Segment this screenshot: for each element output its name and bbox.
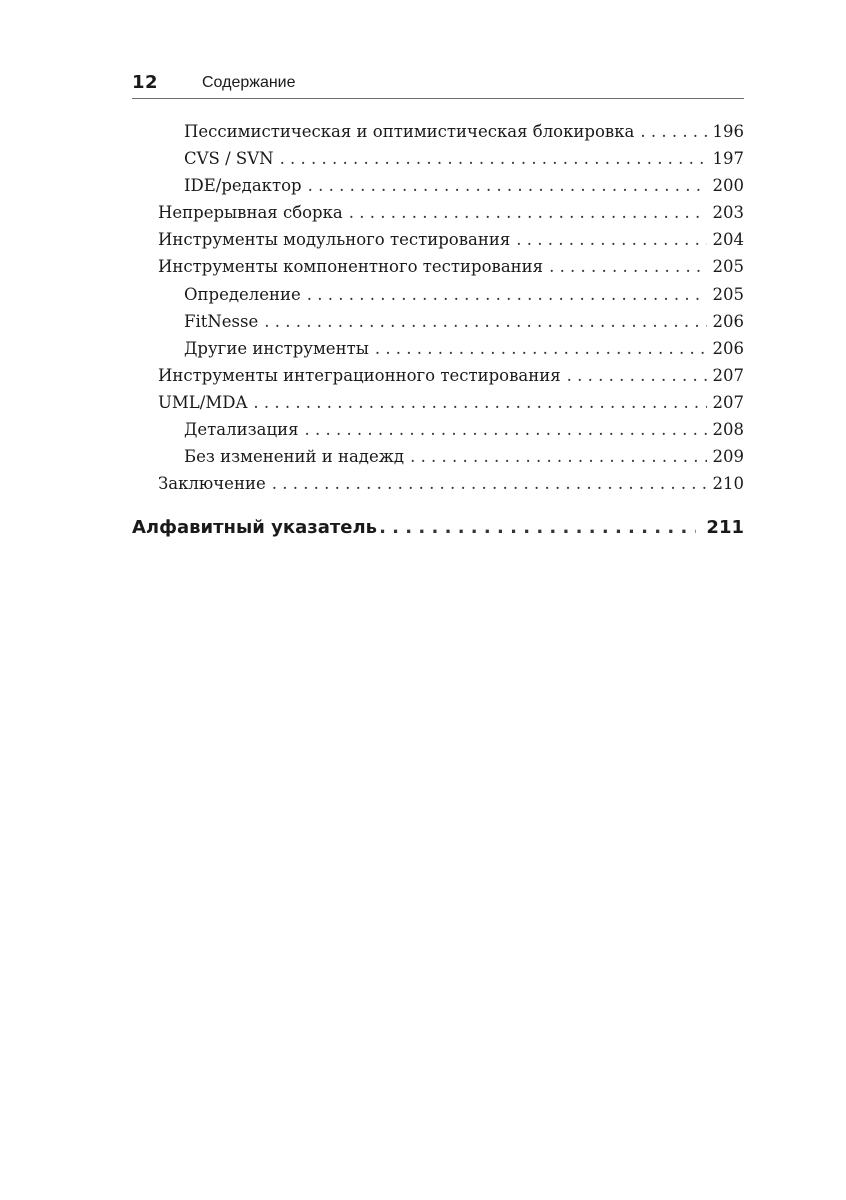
toc-leader (640, 122, 706, 141)
toc-leader (264, 312, 706, 331)
toc-entry-page: 205 (712, 257, 744, 277)
toc-entry[interactable] (132, 257, 744, 284)
toc-entry-title: UML/MDA (158, 392, 248, 412)
toc-entry[interactable] (132, 312, 744, 339)
toc-entry-page: 205 (712, 284, 744, 304)
toc-entry-title: Непрерывная сборка (158, 203, 343, 223)
toc-chapter-entry[interactable] (132, 517, 744, 547)
toc-entry[interactable] (132, 230, 744, 257)
toc-leader (307, 285, 707, 304)
toc-leader (308, 176, 707, 195)
toc-leader (549, 257, 706, 276)
toc-entry-title: CVS / SVN (184, 149, 274, 169)
toc-entry[interactable] (132, 285, 744, 312)
toc-entry-title: Другие инструменты (184, 338, 369, 358)
toc-entry-title: Инструменты модульного тестирования (158, 230, 511, 250)
toc-leader (253, 393, 706, 412)
toc-entry[interactable] (132, 176, 744, 203)
toc-entry[interactable] (132, 393, 744, 420)
toc-leader (410, 447, 706, 466)
toc-leader (379, 517, 696, 538)
toc-entry[interactable] (132, 149, 744, 176)
toc-entry-title: Инструменты компонентного тестирования (158, 257, 544, 277)
toc-entry-page: 200 (712, 176, 744, 196)
running-head: Содержание (202, 74, 296, 91)
toc-entry[interactable] (132, 447, 744, 474)
table-of-contents (132, 122, 744, 547)
toc-entry-title: FitNesse (184, 311, 259, 331)
page-header (132, 70, 744, 99)
toc-entry-title: Заключение (158, 474, 266, 494)
toc-entry-title: Пессимистическая и оптимистическая блокировка (184, 122, 635, 141)
toc-entry-title: Инструменты интеграционного тестирования (158, 365, 561, 385)
toc-chapter-page: 211 (706, 517, 744, 539)
toc-entry-page: 209 (712, 447, 744, 467)
toc-entry-page: 206 (712, 338, 744, 358)
toc-entry-title: Без изменений и надежд (184, 447, 405, 467)
toc-entry[interactable] (132, 420, 744, 447)
toc-entry-title: Определение (184, 284, 301, 304)
toc-leader (280, 149, 707, 168)
toc-entry[interactable] (132, 366, 744, 393)
toc-entry[interactable] (132, 474, 744, 501)
toc-entry-page: 206 (712, 311, 744, 331)
toc-entry-page: 207 (712, 392, 744, 412)
toc-leader (349, 203, 707, 222)
toc-leader (516, 230, 706, 249)
toc-entry-page: 207 (712, 365, 744, 385)
toc-entry-page: 197 (712, 149, 744, 169)
toc-entry-page: 204 (712, 230, 744, 250)
toc-chapter-title: Алфавитный указатель (132, 517, 378, 539)
page-number: 12 (132, 72, 159, 93)
toc-entry-page: 208 (712, 420, 744, 440)
toc-entry-title: IDE/редактор (184, 176, 302, 196)
toc-leader (375, 339, 707, 358)
toc-entry[interactable] (132, 203, 744, 230)
toc-leader (304, 420, 706, 439)
toc-leader (567, 366, 707, 385)
toc-entry-page: 210 (712, 474, 744, 494)
toc-leader (272, 474, 707, 493)
toc-entry[interactable] (132, 339, 744, 366)
toc-entry-page: 203 (712, 203, 744, 223)
toc-entry-page: 196 (712, 122, 744, 141)
toc-entry[interactable] (132, 122, 744, 149)
toc-entry-title: Детализация (184, 420, 299, 440)
